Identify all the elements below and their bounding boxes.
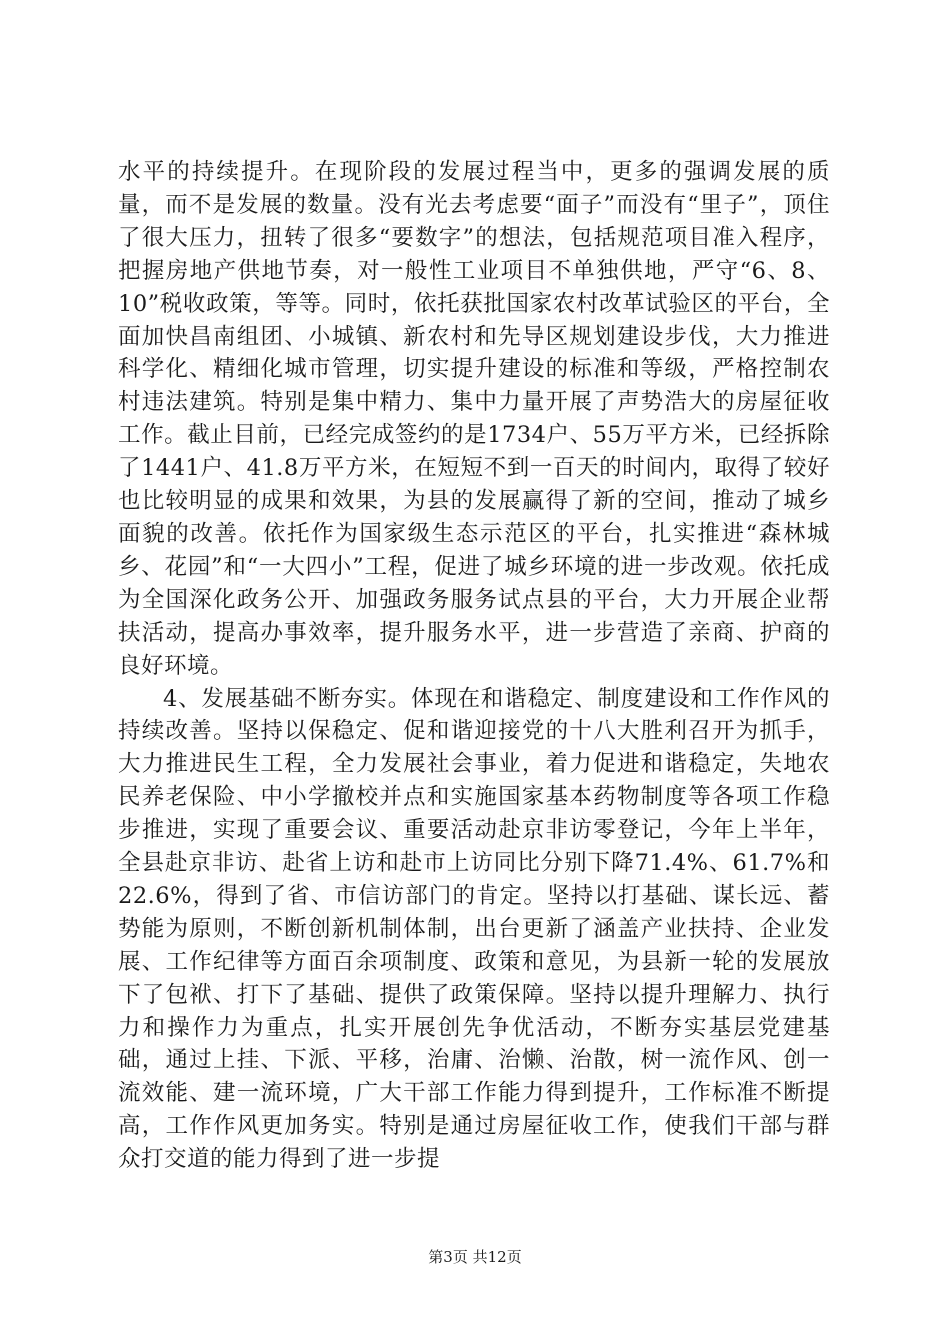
document-body xyxy=(118,156,830,1176)
page-number-footer: 第3页 共12页 xyxy=(428,1248,522,1266)
paragraph-section-4: 4、发展基础不断夯实。体现在和谐稳定、制度建设和工作作风的持续改善。坚持以保稳定、促和谐迎接党的十八大胜利召开为抓手，大力推进民生工程，全力发展社会事业，着力促进和谐稳定，失地农民养老保险、中小学撤校并点和实施国家基本药物制度等各项工作稳步推进，实现了重要会议、重要活动赴京非访零登记，今年上半年，全县赴京非访、赴省上访和赴市上访同比分别下降71.4%、61.7%和22.6%，得到了省、市信访部门的肯定。坚持以打基础、谋长远、蓄势能为原则，不断创新机制体制，出台更新了涵盖产业扶持、企业发展、工作纪律等方面百余项制度、政策和意见，为县新一轮的发展放下了包袱、打下了基础、提供了政策保障。坚持以提升理解力、执行力和操作力为重点，扎实开展创先争优活动，不断夯实基层党建基础，通过上挂、下派、平移，治庸、治懒、治散，树一流作风、创一流效能、建一流环境，广大干部工作能力得到提升，工作标准不断提高，工作作风更加务实。特别是通过房屋征收工作，使我们干部与群众打交道的能力得到了进一步提 xyxy=(118,685,830,1173)
paragraph-continued: 水平的持续提升。在现阶段的发展过程当中，更多的强调发展的质量，而不是发展的数量。没有光去考虑要“面子”而没有“里子”，顶住了很大压力，扭转了很多“要数字”的想法，包括规范项目准入程序，把握房地产供地节奏，对一般性工业项目不单独供地，严守“6、8、10”税收政策，等等。同时，依托获批国家农村改革试验区的平台，全面加快昌南组团、小城镇、新农村和先导区规划建设步伐，大力推进科学化、精细化城市管理，切实提升建设的标准和等级，严格控制农村违法建筑。特别是集中精力、集中力量开展了声势浩大的房屋征收工作。截止目前，已经完成签约的是1734户、55万平方米，已经拆除了1441户、41.8万平方米，在短短不到一百天的时间内，取得了较好也比较明显的成果和效果，为县的发展赢得了新的空间，推动了城乡面貌的改善。依托作为国家级生态示范区的平台，扎实推进“森林城乡、花园”和“一大四小”工程，促进了城乡环境的进一步改观。依托成为全国深化政务公开、加强政务服务试点县的平台，大力开展企业帮扶活动，提高办事效率，提升服务水平，进一步营造了亲商、护商的良好环境。 xyxy=(118,159,830,679)
